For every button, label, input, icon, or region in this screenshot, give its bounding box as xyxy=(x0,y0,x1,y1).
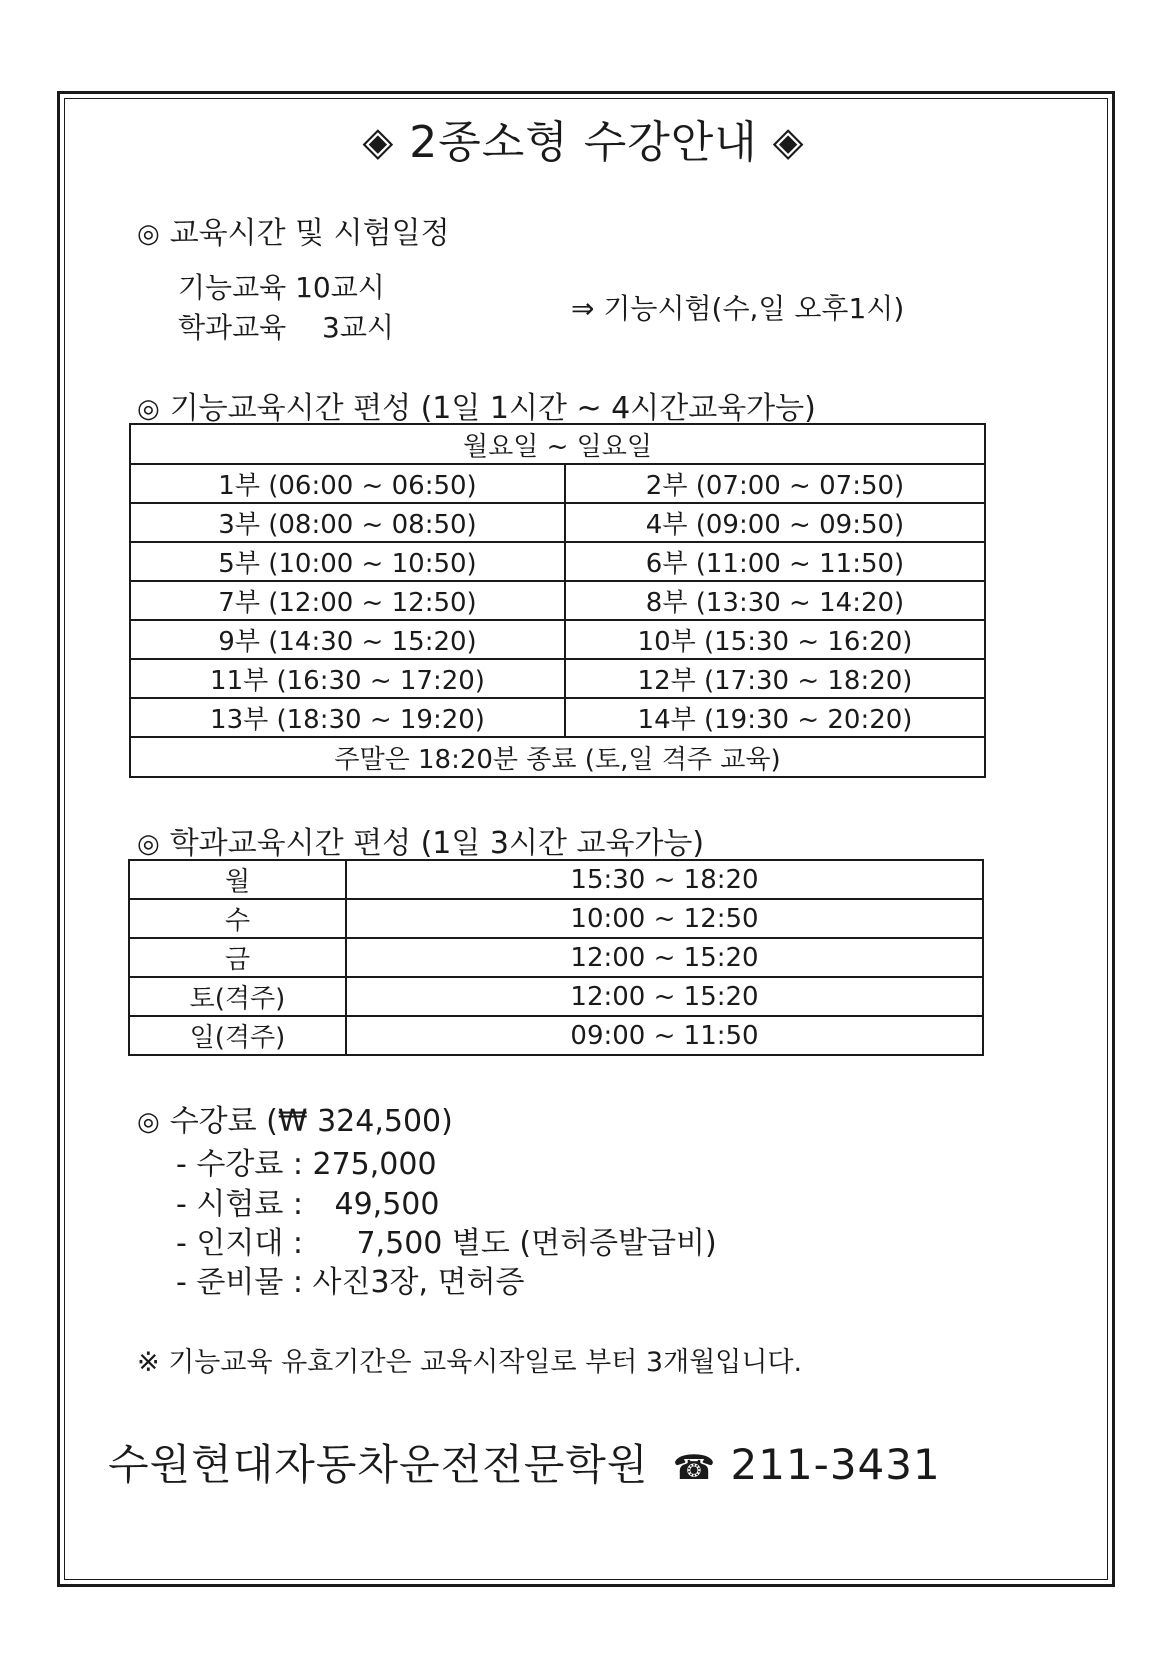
skill-edu-hours: 기능교육 10교시 xyxy=(178,271,385,304)
skill-slot: 5부 (10:00 ~ 10:50) xyxy=(130,542,565,581)
fee-value: 7,500 별도 (면허증발급비) xyxy=(356,1226,717,1261)
title-text: 2종소형 수강안내 xyxy=(409,117,758,168)
fee-value: 사진3장, 면허증 xyxy=(312,1265,525,1300)
skill-timetable xyxy=(129,423,986,778)
fee-item xyxy=(176,1139,437,1183)
skill-slot: 3부 (08:00 ~ 08:50) xyxy=(130,503,565,542)
skill-slot: 14부 (19:30 ~ 20:20) xyxy=(565,698,985,737)
skill-slot: 13부 (18:30 ~ 19:20) xyxy=(130,698,565,737)
fee-value: 49,500 xyxy=(334,1187,440,1222)
theory-timetable-heading xyxy=(137,818,704,862)
fee-value: 275,000 xyxy=(312,1147,437,1182)
phone-number: 211-3431 xyxy=(730,1440,941,1489)
phone-icon: ☎ xyxy=(672,1448,717,1488)
diamond-icon: ◈ xyxy=(362,119,395,165)
page-title xyxy=(0,106,1167,170)
exam-schedule: ⇒ 기능시험(수,일 오후1시) xyxy=(571,292,905,325)
fees-heading-text: 수강료 (₩ 324,500) xyxy=(169,1104,453,1139)
fee-item xyxy=(176,1218,717,1262)
skill-slot: 4부 (09:00 ~ 09:50) xyxy=(565,503,985,542)
schedule-heading xyxy=(137,208,450,252)
bullseye-icon: ◎ xyxy=(137,219,160,249)
fee-label: - 시험료 : xyxy=(176,1187,303,1222)
validity-note: ※ 기능교육 유효기간은 교육시작일로 부터 3개월입니다. xyxy=(137,1347,803,1378)
skill-slot: 2부 (07:00 ~ 07:50) xyxy=(565,464,985,503)
weekend-note: 주말은 18:20분 종료 (토,일 격주 교육) xyxy=(130,737,985,777)
theory-day: 월 xyxy=(129,860,346,899)
bullseye-icon: ◎ xyxy=(137,394,160,424)
theory-time: 12:00 ~ 15:20 xyxy=(346,977,983,1016)
theory-edu-count: 3교시 xyxy=(322,311,394,344)
theory-edu-label: 학과교육 xyxy=(178,311,287,344)
theory-timetable-heading-text: 학과교육시간 편성 (1일 3시간 교육가능) xyxy=(169,826,705,861)
school-footer xyxy=(108,1432,941,1492)
fee-label: - 인지대 : xyxy=(176,1226,303,1261)
theory-time: 12:00 ~ 15:20 xyxy=(346,938,983,977)
theory-time: 15:30 ~ 18:20 xyxy=(346,860,983,899)
skill-timetable-header: 월요일 ~ 일요일 xyxy=(130,424,985,464)
fees-heading xyxy=(137,1096,453,1140)
theory-time: 09:00 ~ 11:50 xyxy=(346,1016,983,1055)
fee-item xyxy=(176,1179,439,1223)
schedule-heading-text: 교육시간 및 시험일정 xyxy=(169,216,450,251)
bullseye-icon: ◎ xyxy=(137,1107,160,1137)
bullseye-icon: ◎ xyxy=(137,829,160,859)
theory-day: 수 xyxy=(129,899,346,938)
skill-timetable-heading-text: 기능교육시간 편성 (1일 1시간 ~ 4시간교육가능) xyxy=(169,391,816,426)
theory-day: 토(격주) xyxy=(129,977,346,1016)
diamond-icon: ◈ xyxy=(772,119,805,165)
theory-time: 10:00 ~ 12:50 xyxy=(346,899,983,938)
skill-timetable-heading xyxy=(137,383,816,427)
skill-slot: 1부 (06:00 ~ 06:50) xyxy=(130,464,565,503)
fee-label: - 준비물 : xyxy=(176,1265,303,1300)
theory-timetable xyxy=(128,859,984,1056)
skill-slot: 7부 (12:00 ~ 12:50) xyxy=(130,581,565,620)
skill-slot: 10부 (15:30 ~ 16:20) xyxy=(565,620,985,659)
skill-slot: 6부 (11:00 ~ 11:50) xyxy=(565,542,985,581)
skill-slot: 8부 (13:30 ~ 14:20) xyxy=(565,581,985,620)
theory-day: 금 xyxy=(129,938,346,977)
skill-slot: 9부 (14:30 ~ 15:20) xyxy=(130,620,565,659)
skill-slot: 12부 (17:30 ~ 18:20) xyxy=(565,659,985,698)
school-name: 수원현대자동차운전전문학원 xyxy=(108,1440,649,1489)
skill-slot: 11부 (16:30 ~ 17:20) xyxy=(130,659,565,698)
fee-label: - 수강료 : xyxy=(176,1147,303,1182)
fee-item xyxy=(176,1257,525,1301)
theory-day: 일(격주) xyxy=(129,1016,346,1055)
